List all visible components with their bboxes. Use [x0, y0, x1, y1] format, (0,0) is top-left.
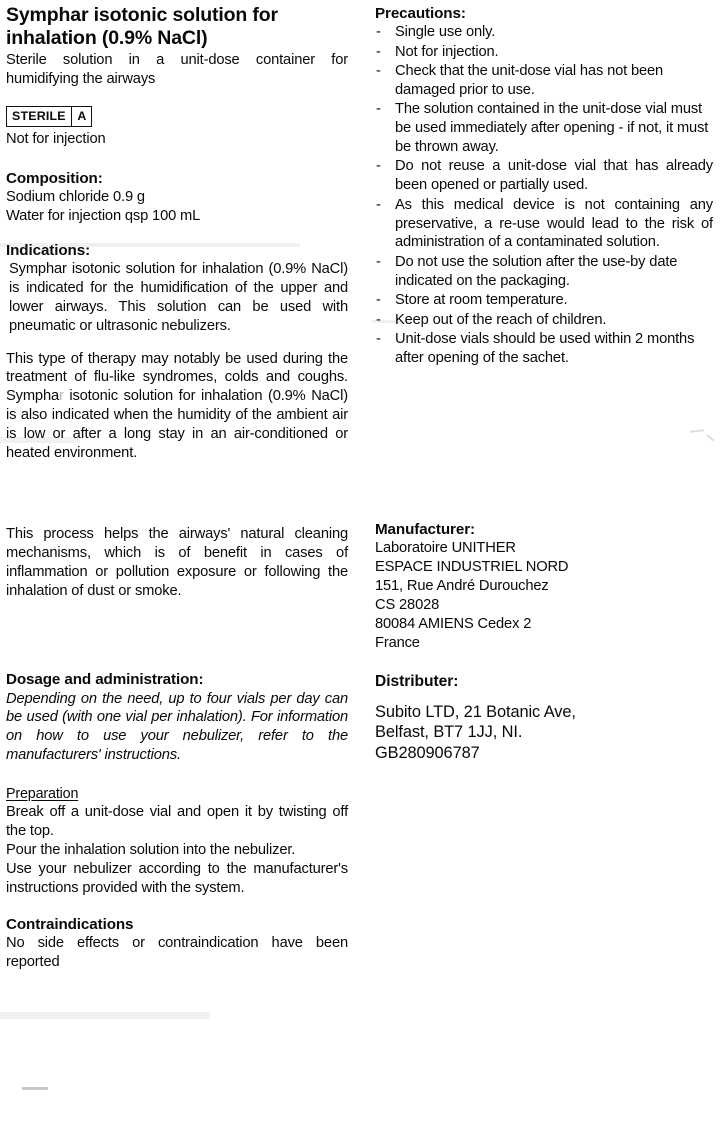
dash-bullet: - [376, 253, 381, 270]
precaution-item [375, 62, 713, 100]
precaution-text: Unit-dose vials should be used within 2 months after opening of the sachet. [395, 330, 695, 366]
precaution-item [375, 291, 713, 310]
precaution-text: Do not use the solution after the use-by date indicated on the packaging. [395, 253, 678, 289]
scan-artifact [22, 1087, 48, 1090]
manufacturer-line: Laboratoire UNITHER [375, 540, 516, 557]
distributer-line: Subito LTD, 21 Botanic Ave, [375, 702, 576, 721]
precaution-item [375, 23, 713, 42]
dash-bullet: - [376, 196, 381, 213]
dash-bullet: - [376, 311, 381, 328]
dash-bullet: - [376, 62, 381, 79]
dash-bullet: - [376, 101, 381, 118]
indications-paragraph-2-part-b: isotonic solution for inhalation (0.9% NaCl) is also indicated when the humidity of the ambient air is low or after a long stay in an air-conditioned or heated environment. [6, 388, 348, 461]
precaution-text: Check that the unit-dose vial has not been damaged prior to use. [395, 62, 664, 98]
manufacturer-line: ESPACE INDUSTRIEL NORD [375, 559, 569, 576]
dash-bullet: - [376, 24, 381, 41]
dash-bullet: - [376, 330, 381, 347]
manufacturer-line: France [375, 634, 420, 651]
preparation-heading: Preparation [6, 786, 79, 803]
sterile-mark [6, 106, 92, 127]
manufacturer-heading: Manufacturer: [375, 521, 475, 539]
left-column [6, 4, 348, 972]
precaution-text: Single use only. [395, 24, 496, 41]
contraindications-paragraph: No side effects or contraindication have been reported [6, 935, 348, 970]
precaution-text: Keep out of the reach of children. [395, 311, 607, 328]
dash-bullet: - [376, 158, 381, 175]
composition-line: Sodium chloride 0.9 g [6, 189, 145, 206]
indications-heading: Indications: [6, 241, 91, 259]
indications-paragraph-2-part-a: This type of therapy may notably be used during the treatment of flu-like syndromes, colds and coughs. Sympha [6, 350, 348, 405]
sterile-method-letter: A [77, 109, 87, 124]
composition-line: Water for injection qsp 100 mL [6, 207, 201, 224]
page-title: Symphar isotonic solution for inhalation (0.9% NaCl) [6, 4, 278, 49]
preparation-step: Break off a unit-dose vial and open it by twisting off the top. [6, 804, 348, 840]
indications-paragraph-2 [6, 350, 348, 463]
distributer-heading: Distributer: [375, 672, 459, 690]
preparation-step: Pour the inhalation solution into the nebulizer. [6, 842, 296, 859]
precaution-item [375, 157, 713, 195]
manufacturer-line: 151, Rue André Durouchez [375, 578, 549, 595]
precaution-item [375, 330, 713, 368]
manufacturer-line: CS 28028 [375, 596, 440, 613]
precaution-item [375, 253, 713, 291]
manufacturer-line: 80084 AMIENS Cedex 2 [375, 615, 532, 632]
dosage-heading: Dosage and administration: [6, 671, 204, 689]
preparation-step: Use your nebulizer according to the manufacturer's instructions provided with the system. [6, 861, 348, 896]
not-for-injection-note: Not for injection [6, 131, 106, 147]
faded-character: r [58, 388, 64, 405]
composition-heading: Composition: [6, 169, 103, 187]
dosage-paragraph: Depending on the need, up to four vials per day can be used (with one vial per inhalation). For information on how to use your nebulizer, refer to the manufacturers' instructions. [6, 690, 348, 764]
precaution-text: Store at room temperature. [395, 292, 568, 309]
precaution-text: As this medical device is not containing any preservative, a re-use would lead to the risk of administration of a contaminated solution. [395, 196, 713, 251]
precaution-item [375, 43, 713, 62]
contraindications-heading: Contraindications [6, 915, 134, 933]
sterile-label: STERILE [12, 109, 66, 124]
precautions-heading: Precautions: [375, 5, 466, 22]
product-subtitle: Sterile solution in a unit-dose container for humidifying the airways [6, 52, 348, 88]
right-column [375, 4, 713, 763]
distributer-line: Belfast, BT7 1JJ, NI. [375, 723, 523, 742]
indications-paragraph-1: Symphar isotonic solution for inhalation (0.9% NaCl) is indicated for the humidification of the upper and lower airways. This solution can be used with pneumatic or ultrasonic nebulizers. [9, 260, 348, 334]
precaution-item [375, 196, 713, 253]
precaution-text: Do not reuse a unit-dose vial that has already been opened or partially used. [395, 158, 713, 194]
process-paragraph: This process helps the airways' natural cleaning mechanisms, which is of benefit in cases of inflammation or pollution exposure or following the inhalation of dust or smoke. [6, 525, 348, 599]
scan-smudge [0, 1012, 210, 1019]
dash-bullet: - [376, 292, 381, 309]
precaution-item [375, 100, 713, 157]
precaution-text: Not for injection. [395, 43, 499, 60]
dash-bullet: - [376, 43, 381, 60]
precaution-text: The solution contained in the unit-dose vial must be used immediately after opening - if not, it must be thrown away. [395, 101, 709, 155]
distributer-line: GB280906787 [375, 743, 480, 762]
precaution-item [375, 311, 713, 330]
precautions-list [375, 23, 713, 368]
